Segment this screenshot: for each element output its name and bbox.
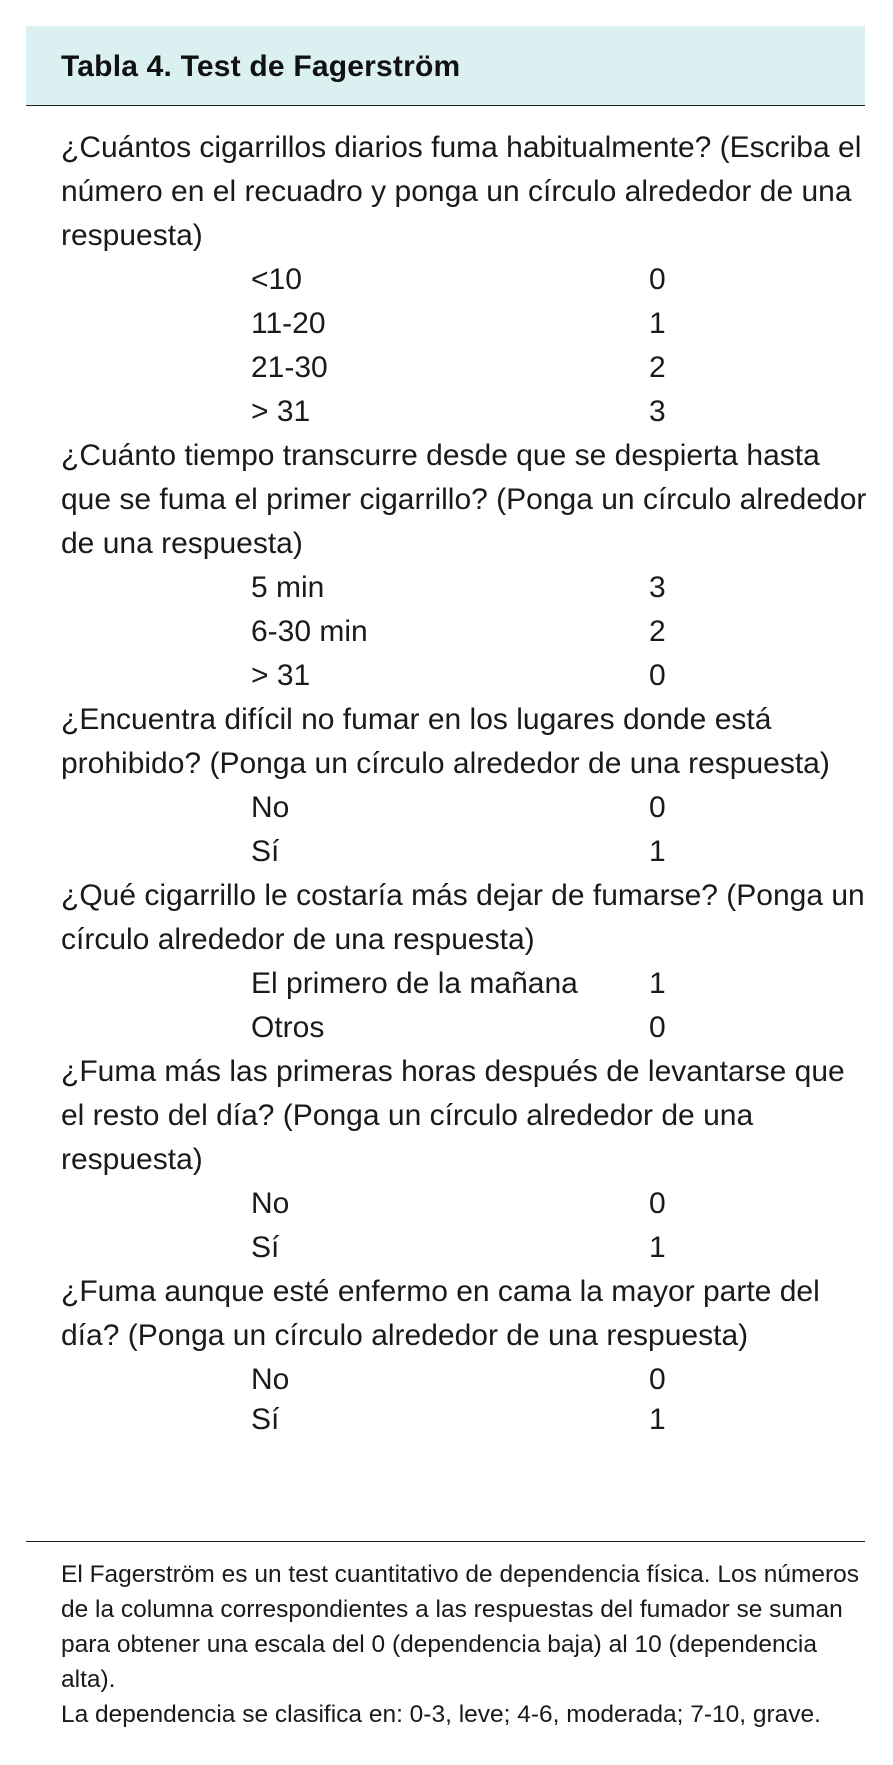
answer-list	[61, 566, 871, 698]
answer-row	[61, 786, 871, 830]
answer-option: Otros	[251, 1011, 325, 1044]
footnote-classification: La dependencia se clasifica en: 0-3, leve; 4-6, moderada; 7-10, grave.	[61, 1701, 821, 1728]
answer-points: 0	[649, 1187, 666, 1220]
questions-list	[61, 126, 871, 1438]
answer-option: <10	[251, 263, 302, 296]
answer-option: No	[251, 1363, 290, 1396]
question-text: ¿Qué cigarrillo le costaría más dejar de fumarse? (Ponga un círculo alrededor de una respuesta)	[61, 879, 865, 956]
answer-row	[61, 258, 871, 302]
table-header	[26, 26, 865, 106]
question-text: ¿Fuma más las primeras horas después de levantarse que el resto del día? (Ponga un círculo alrededor de una respuesta)	[61, 1055, 845, 1176]
answer-list	[61, 1182, 871, 1270]
answer-list	[61, 786, 871, 874]
answer-points: 0	[649, 791, 666, 824]
answer-row	[61, 1226, 871, 1270]
answer-option: No	[251, 791, 290, 824]
answer-points: 1	[649, 835, 666, 868]
question-text: ¿Cuánto tiempo transcurre desde que se despierta hasta que se fuma el primer cigarrillo? (Ponga un círculo alrededor de una respuesta)	[61, 439, 867, 560]
answer-points: 2	[649, 615, 666, 648]
answer-points: 1	[649, 1231, 666, 1264]
table-bottom-rule	[26, 1541, 865, 1542]
question-block	[61, 698, 871, 874]
question-block	[61, 1050, 871, 1270]
answer-option: 21-30	[251, 351, 328, 384]
answer-points: 1	[649, 967, 666, 1000]
answer-row	[61, 566, 871, 610]
answer-row	[61, 390, 871, 434]
answer-row	[61, 1182, 871, 1226]
table-title: Tabla 4. Test de Fagerström	[61, 50, 461, 83]
question-text: ¿Encuentra difícil no fumar en los lugares donde está prohibido? (Ponga un círculo alrededor de una respuesta)	[61, 703, 830, 780]
answer-points: 2	[649, 351, 666, 384]
answer-points: 1	[649, 1403, 666, 1436]
answer-list	[61, 1358, 871, 1438]
answer-row	[61, 1358, 871, 1402]
question-block	[61, 126, 871, 434]
answer-points: 0	[649, 659, 666, 692]
answer-row	[61, 654, 871, 698]
answer-option: 6-30 min	[251, 615, 368, 648]
answer-points: 0	[649, 1363, 666, 1396]
answer-option: No	[251, 1187, 290, 1220]
answer-list	[61, 258, 871, 434]
answer-row	[61, 962, 871, 1006]
answer-option: > 31	[251, 659, 311, 692]
answer-points: 0	[649, 1011, 666, 1044]
answer-points: 0	[649, 263, 666, 296]
answer-row	[61, 1006, 871, 1050]
answer-option: El primero de la mañana	[251, 967, 578, 1000]
answer-option: Sí	[251, 1231, 280, 1264]
question-text: ¿Fuma aunque esté enfermo en cama la mayor parte del día? (Ponga un círculo alrededor de una respuesta)	[61, 1275, 820, 1352]
answer-option: 11-20	[251, 307, 326, 340]
answer-points: 1	[649, 307, 666, 340]
answer-points: 3	[649, 571, 666, 604]
question-block	[61, 434, 871, 698]
answer-row	[61, 346, 871, 390]
question-block	[61, 874, 871, 1050]
answer-row	[61, 830, 871, 874]
answer-option: 5 min	[251, 571, 325, 604]
answer-list	[61, 962, 871, 1050]
question-block	[61, 1270, 871, 1438]
footnote-scoring: El Fagerström es un test cuantitativo de dependencia física. Los números de la columna correspondientes a las respuestas del fumador se suman para obtener una escala del 0 (dependencia baja) al 10 (dependencia alta).	[61, 1561, 860, 1693]
answer-row	[61, 1402, 871, 1438]
answer-option: > 31	[251, 395, 311, 428]
question-text: ¿Cuántos cigarrillos diarios fuma habitualmente? (Escriba el número en el recuadro y ponga un círculo alrededor de una respuesta)	[61, 131, 862, 252]
answer-points: 3	[649, 395, 666, 428]
table-footnote	[61, 1557, 871, 1732]
answer-row	[61, 302, 871, 346]
answer-row	[61, 610, 871, 654]
answer-option: Sí	[251, 835, 280, 868]
answer-option: Sí	[251, 1403, 280, 1436]
